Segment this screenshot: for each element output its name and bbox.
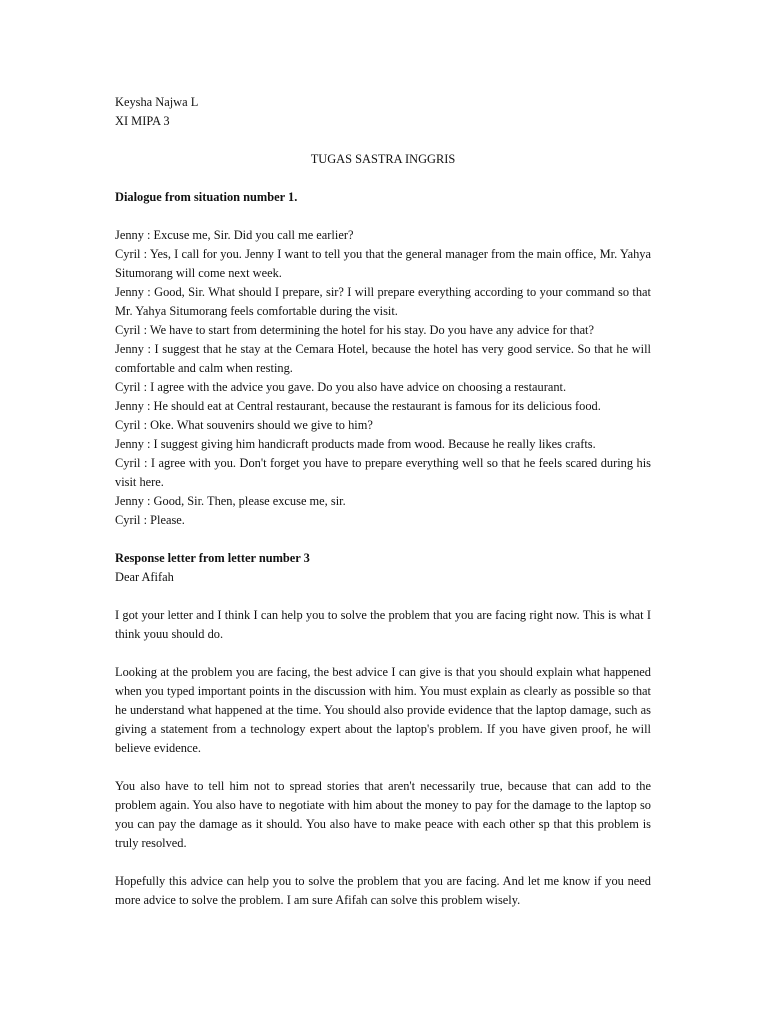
dialogue-line: Cyril : Yes, I call for you. Jenny I want to tell you that the general manager from the main office, Mr. Yahya Situmorang will come next week. [115,247,651,280]
letter-salutation: Dear Afifah [115,570,174,584]
letter-paragraph: I got your letter and I think I can help you to solve the problem that you are facing right now. This is what I think youu should do. [115,608,651,641]
dialogue-line: Jenny : Excuse me, Sir. Did you call me earlier? [115,228,354,242]
letter-paragraph: Hopefully this advice can help you to solve the problem that you are facing. And let me know if you need more advice to solve the problem. I am sure Afifah can solve this problem wisely. [115,874,651,907]
document-page [115,93,651,910]
dialogue-line: Cyril : Oke. What souvenirs should we give to him? [115,418,373,432]
letter-heading: Response letter from letter number 3 [115,551,310,565]
dialogue-line: Cyril : We have to start from determining the hotel for his stay. Do you have any advice for that? [115,323,595,337]
dialogue-line: Jenny : I suggest that he stay at the Cemara Hotel, because the hotel has very good service. So that he will comfortable and calm when resting. [115,342,651,375]
dialogue-line: Jenny : Good, Sir. What should I prepare, sir? I will prepare everything according to your command so that Mr. Yahya Situmorang feels comfortable during the visit. [115,285,651,318]
dialogue-line: Cyril : Please. [115,513,185,527]
letter-paragraph: You also have to tell him not to spread stories that aren't necessarily true, because that can add to the problem again. You also have to negotiate with him about the money to pay for the damage to the laptop so you can pay the damage as it should. You also have to make peace with each other sp that this problem is truly resolved. [115,779,651,850]
dialogue-line: Cyril : I agree with the advice you gave. Do you also have advice on choosing a restaurant. [115,380,567,394]
dialogue-line: Cyril : I agree with you. Don't forget you have to prepare everything well so that he feels scared during his visit here. [115,456,651,489]
dialogue-heading: Dialogue from situation number 1. [115,190,298,204]
dialogue-line: Jenny : I suggest giving him handicraft products made from wood. Because he really likes crafts. [115,437,596,451]
dialogue-line: Jenny : Good, Sir. Then, please excuse me, sir. [115,494,346,508]
document-title: TUGAS SASTRA INGGRIS [310,152,456,166]
author-name: Keysha Najwa L [115,95,199,109]
dialogue-line: Jenny : He should eat at Central restaurant, because the restaurant is famous for its delicious food. [115,399,601,413]
author-class: XI MIPA 3 [115,114,170,128]
letter-paragraph: Looking at the problem you are facing, the best advice I can give is that you should explain what happened when you typed important points in the discussion with him. You must explain as clearly as possible so that he understand what happened at the time. You should also provide evidence that the laptop damage, such as giving a statement from a technology expert about the laptop's problem. If you have given proof, he will believe evidence. [115,665,651,755]
